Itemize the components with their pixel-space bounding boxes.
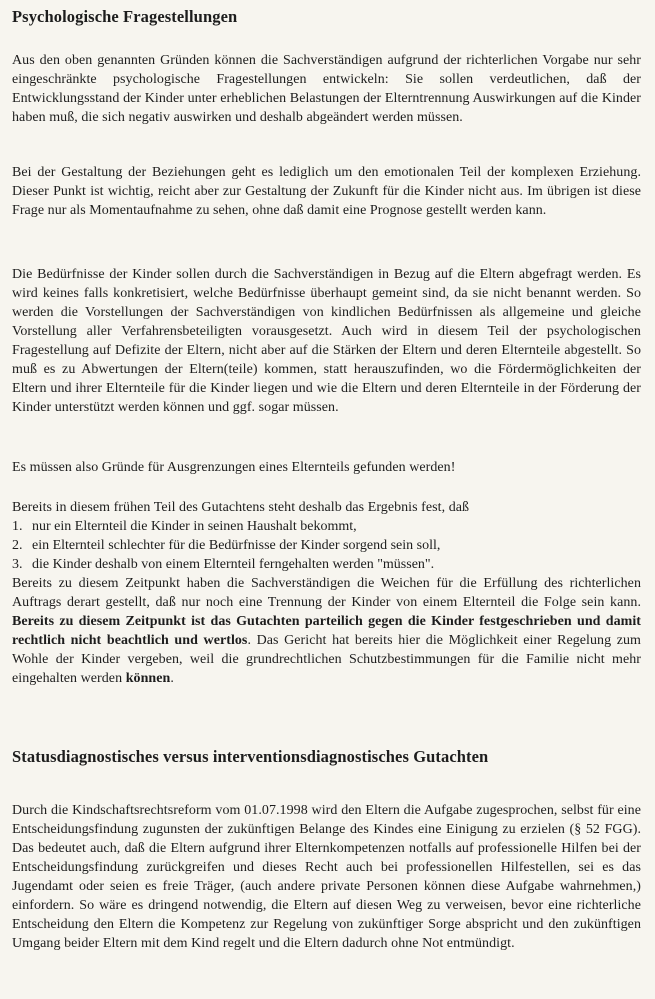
paragraph-text: . bbox=[170, 671, 174, 686]
list-text: ein Elternteil schlechter für die Bedürfnisse der Kinder sorgend sein soll, bbox=[32, 538, 441, 553]
list-number: 2. bbox=[12, 538, 23, 553]
paragraph-6 bbox=[12, 574, 641, 688]
paragraph-3 bbox=[12, 265, 641, 417]
list-item bbox=[12, 555, 641, 574]
paragraph-text: Aus den oben genannten Gründen können die Sachverständigen aufgrund der richterlichen Vorgabe nur sehr eingeschränkte psychologische Fragestellungen entwickeln: Sie sollen verdeutlichen, daß der Entwicklungsstand der Kinder unter erheblichen Belastungen der Elterntrennung Auswirkungen auf die Kinder haben muß, die sich negativ auswirken und deshalb abgeändert werden müssen. bbox=[12, 53, 641, 125]
paragraph-text: Bereits zu diesem Zeitpunkt haben die Sachverständigen die Weichen für die Erfüllung des richterlichen Auftrags derart gestellt, daß nur noch eine Trennung der Kinder von einem Elternteil die Folge sein kann. bbox=[12, 576, 641, 610]
paragraph-text: Bei der Gestaltung der Beziehungen geht es lediglich um den emotionalen Teil der komplexen Erziehung. Dieser Punkt ist wichtig, reicht aber zur Gestaltung der Zukunft für die Kinder nicht aus. Im übrigen ist diese Frage nur als Momentaufnahme zu sehen, ohne daß damit eine Prognose gestellt werden kann. bbox=[12, 165, 641, 218]
list-number: 1. bbox=[12, 519, 23, 534]
list-item bbox=[12, 536, 641, 555]
numbered-list bbox=[12, 517, 641, 574]
paragraph-text: . Das Gericht hat bereits hier die Möglichkeit einer Regelung zum Wohle der Kinder vergeben, weil die grundrechtlichen Schutzbestimmungen für die Familie nicht mehr eingehalten werden bbox=[12, 633, 641, 686]
paragraph-4 bbox=[12, 458, 641, 477]
bold-word: können bbox=[125, 671, 171, 686]
section-title-statusdiagnostisches: Statusdiagnostisches versus interventionsdiagnostisches Gutachten bbox=[12, 747, 489, 766]
section-title-psychologische-fragestellungen: Psychologische Fragestellungen bbox=[12, 7, 238, 26]
paragraph-1 bbox=[12, 51, 641, 127]
paragraph-text: Es müssen also Gründe für Ausgrenzungen eines Elternteils gefunden werden! bbox=[12, 460, 456, 475]
paragraph-text: Die Bedürfnisse der Kinder sollen durch die Sachverständigen in Bezug auf die Eltern abgefragt werden. Es wird keines falls konkretisiert, welche Bedürfnisse überhaupt gemeint sind, da sie nicht benannt werden. So werden die Vorstellungen der Sachverständigen von kindlichen Bedürfnissen als allgemeine und gleiche Vorstellung aller Verfahrensbeteiligten vorausgesetzt. Auch wird in diesem Teil der psychologischen Fragestellung auf Defizite der Eltern, nicht aber auf die Stärken der Eltern und deren Elternteile abgestellt. So muß es zu Abwertungen der Eltern(teile) kommen, statt herauszufinden, wo die Fördermöglichkeiten der Eltern und ihrer Elternteile für die Kinder liegen und wie die Eltern und deren Elternteile in der Förderung der Kinder unterstützt werden können und ggf. sogar müssen. bbox=[12, 267, 641, 415]
bold-statement: Bereits zu diesem Zeitpunkt ist das Gutachten parteilich gegen die Kinder festgeschrieben und damit rechtlich nicht beachtlich und wertlos bbox=[12, 614, 641, 648]
paragraph-2 bbox=[12, 163, 641, 220]
list-text: nur ein Elternteil die Kinder in seinen Haushalt bekommt, bbox=[32, 519, 357, 534]
paragraph-text: Durch die Kindschaftsrechtsreform vom 01.07.1998 wird den Eltern die Aufgabe zugesprochen, selbst für eine Entscheidungsfindung zugunsten der zukünftigen Belange des Kindes eine Einigung zu erzielen (§ 52 FGG). Das bedeutet auch, daß die Eltern aufgrund ihrer Elternkompetenzen notfalls auf professionelle Hilfen bei der Entscheidungsfindung zurückgreifen und dieses Recht auch bei professionellen Hilfestellen, sei es das Jugendamt oder seien es freie Träger, (auch andere private Personen können diese Aufgabe wahrnehmen,) einfordern. So wäre es dringend notwendig, die Eltern auf diesen Weg zu verweisen, bevor eine richterliche Entscheidung den Eltern die Kompetenz zur Regelung von zukünftiger Sorge abspricht und den zukünftigen Umgang beider Eltern mit dem Kind regelt und die Eltern dadurch ohne Not entmündigt. bbox=[12, 803, 641, 951]
paragraph-5-with-list bbox=[12, 498, 641, 688]
list-item bbox=[12, 517, 641, 536]
paragraph-section2 bbox=[12, 801, 641, 953]
list-intro: Bereits in diesem frühen Teil des Gutachtens steht deshalb das Ergebnis fest, daß bbox=[12, 500, 470, 515]
list-number: 3. bbox=[12, 557, 23, 572]
list-text: die Kinder deshalb von einem Elternteil ferngehalten werden "müssen". bbox=[32, 557, 435, 572]
